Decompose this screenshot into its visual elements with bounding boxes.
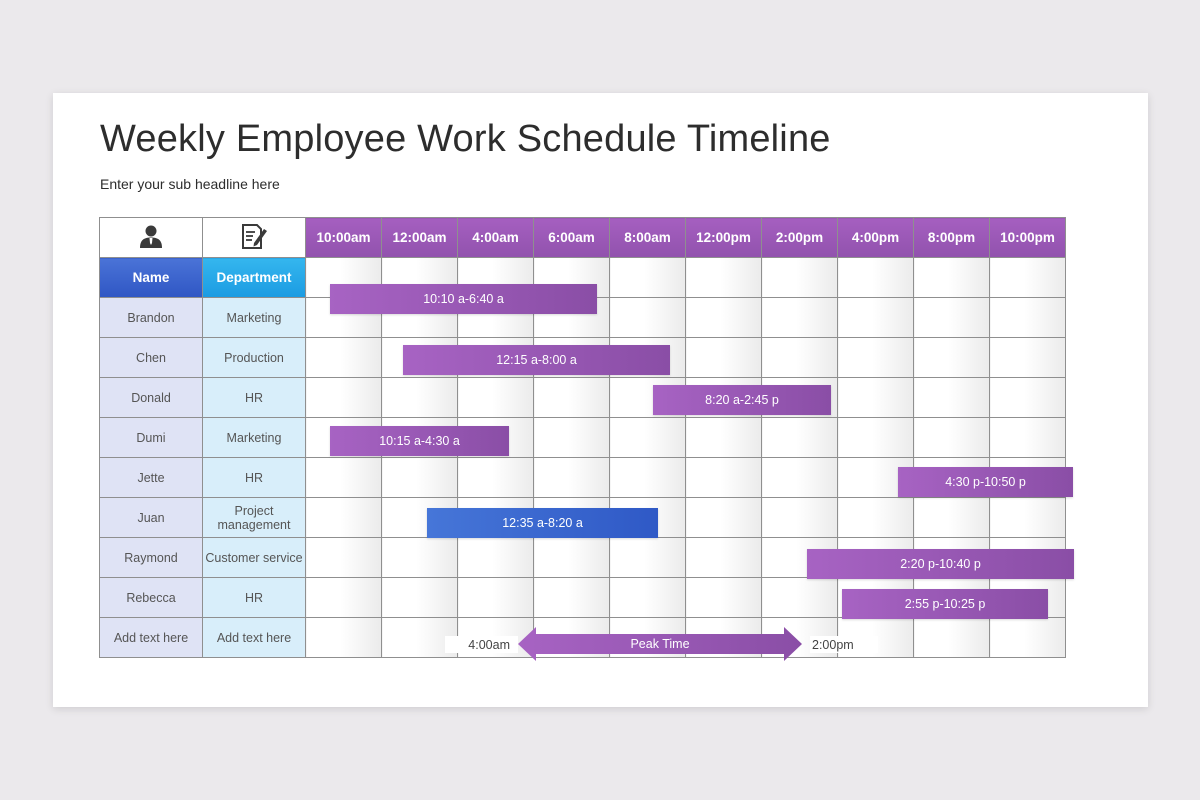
time-header-row: [100, 218, 1066, 258]
department-column-header: Department: [203, 258, 306, 298]
time-slot: [610, 578, 686, 618]
peak-time-label: Peak Time: [630, 637, 690, 651]
time-slot: [458, 578, 534, 618]
time-header: 6:00am: [534, 218, 610, 258]
time-slot: [306, 338, 382, 378]
time-slot: [610, 418, 686, 458]
time-slot: [686, 298, 762, 338]
shift-bar[interactable]: 8:20 a-2:45 p: [653, 385, 831, 415]
document-icon-cell: [203, 218, 306, 258]
time-slot: [686, 418, 762, 458]
time-slot: [762, 298, 838, 338]
employee-name: Jette: [100, 458, 203, 498]
time-slot: [762, 418, 838, 458]
time-slot: [306, 498, 382, 538]
shift-bar[interactable]: 2:20 p-10:40 p: [807, 549, 1074, 579]
time-slot: [686, 538, 762, 578]
time-header: 2:00pm: [762, 218, 838, 258]
employee-name: Donald: [100, 378, 203, 418]
time-header: 12:00am: [382, 218, 458, 258]
time-slot: [382, 578, 458, 618]
time-slot: [458, 458, 534, 498]
employee-name: Rebecca: [100, 578, 203, 618]
time-header: 10:00am: [306, 218, 382, 258]
time-slot: [382, 378, 458, 418]
employee-row: [100, 418, 1066, 458]
time-slot: [686, 498, 762, 538]
shift-bar[interactable]: 10:15 a-4:30 a: [330, 426, 509, 456]
time-slot: [914, 378, 990, 418]
time-header: 12:00pm: [686, 218, 762, 258]
time-slot: [762, 338, 838, 378]
time-slot: [914, 298, 990, 338]
time-header: 8:00am: [610, 218, 686, 258]
time-header: 8:00pm: [914, 218, 990, 258]
employee-department: Project management: [203, 498, 306, 538]
employee-department: HR: [203, 458, 306, 498]
name-column-header: Name: [100, 258, 203, 298]
time-slot: [838, 378, 914, 418]
time-slot: [686, 458, 762, 498]
footer-name-cell[interactable]: Add text here: [100, 618, 203, 658]
time-header: 4:00am: [458, 218, 534, 258]
time-slot: [990, 378, 1066, 418]
time-slot: [306, 378, 382, 418]
employee-name: Raymond: [100, 538, 203, 578]
time-header: 10:00pm: [990, 218, 1066, 258]
employee-department: Production: [203, 338, 306, 378]
employee-department: Customer service: [203, 538, 306, 578]
page-subtitle: Enter your sub headline here: [100, 176, 280, 192]
time-slot: [686, 338, 762, 378]
time-slot: [458, 378, 534, 418]
time-slot: [762, 578, 838, 618]
shift-bar[interactable]: 2:55 p-10:25 p: [842, 589, 1048, 619]
time-slot: [838, 298, 914, 338]
employee-department: Marketing: [203, 418, 306, 458]
shift-bar[interactable]: 10:10 a-6:40 a: [330, 284, 597, 314]
peak-end-label: 2:00pm: [810, 636, 878, 653]
time-slot: [914, 258, 990, 298]
employee-department: HR: [203, 378, 306, 418]
time-slot: [838, 258, 914, 298]
employee-department: Marketing: [203, 298, 306, 338]
time-slot: [990, 298, 1066, 338]
page-title: Weekly Employee Work Schedule Timeline: [100, 118, 831, 160]
peak-start-label: 4:00am: [445, 636, 518, 653]
person-icon-cell: [100, 218, 203, 258]
time-slot: [610, 258, 686, 298]
time-header: 4:00pm: [838, 218, 914, 258]
time-slot: [762, 498, 838, 538]
employee-row: [100, 378, 1066, 418]
time-slot: [610, 298, 686, 338]
time-slot: [306, 578, 382, 618]
time-slot: [914, 498, 990, 538]
time-slot: [762, 258, 838, 298]
time-slot: [990, 498, 1066, 538]
time-slot: [610, 538, 686, 578]
shift-bar[interactable]: 12:35 a-8:20 a: [427, 508, 658, 538]
time-slot: [382, 458, 458, 498]
time-slot: [838, 418, 914, 458]
time-slot: [382, 538, 458, 578]
employee-name: Chen: [100, 338, 203, 378]
shift-bar[interactable]: 12:15 a-8:00 a: [403, 345, 670, 375]
time-slot: [534, 418, 610, 458]
time-slot: [534, 578, 610, 618]
time-slot: [306, 618, 382, 658]
time-slot: [306, 538, 382, 578]
time-slot: [914, 338, 990, 378]
footer-department-cell[interactable]: Add text here: [203, 618, 306, 658]
employee-department: HR: [203, 578, 306, 618]
time-slot: [838, 498, 914, 538]
employee-name: Brandon: [100, 298, 203, 338]
time-slot: [458, 538, 534, 578]
person-icon: [138, 223, 164, 249]
time-slot: [990, 258, 1066, 298]
time-slot: [610, 458, 686, 498]
time-slot: [914, 618, 990, 658]
time-slot: [990, 418, 1066, 458]
time-slot: [686, 578, 762, 618]
employee-name: Juan: [100, 498, 203, 538]
time-slot: [534, 458, 610, 498]
time-slot: [990, 618, 1066, 658]
document-edit-icon: [240, 221, 268, 251]
employee-name: Dumi: [100, 418, 203, 458]
time-slot: [762, 458, 838, 498]
time-slot: [838, 338, 914, 378]
time-slot: [534, 378, 610, 418]
time-slot: [534, 538, 610, 578]
shift-bar[interactable]: 4:30 p-10:50 p: [898, 467, 1073, 497]
time-slot: [306, 458, 382, 498]
time-slot: [686, 258, 762, 298]
time-slot: [990, 338, 1066, 378]
time-slot: [914, 418, 990, 458]
